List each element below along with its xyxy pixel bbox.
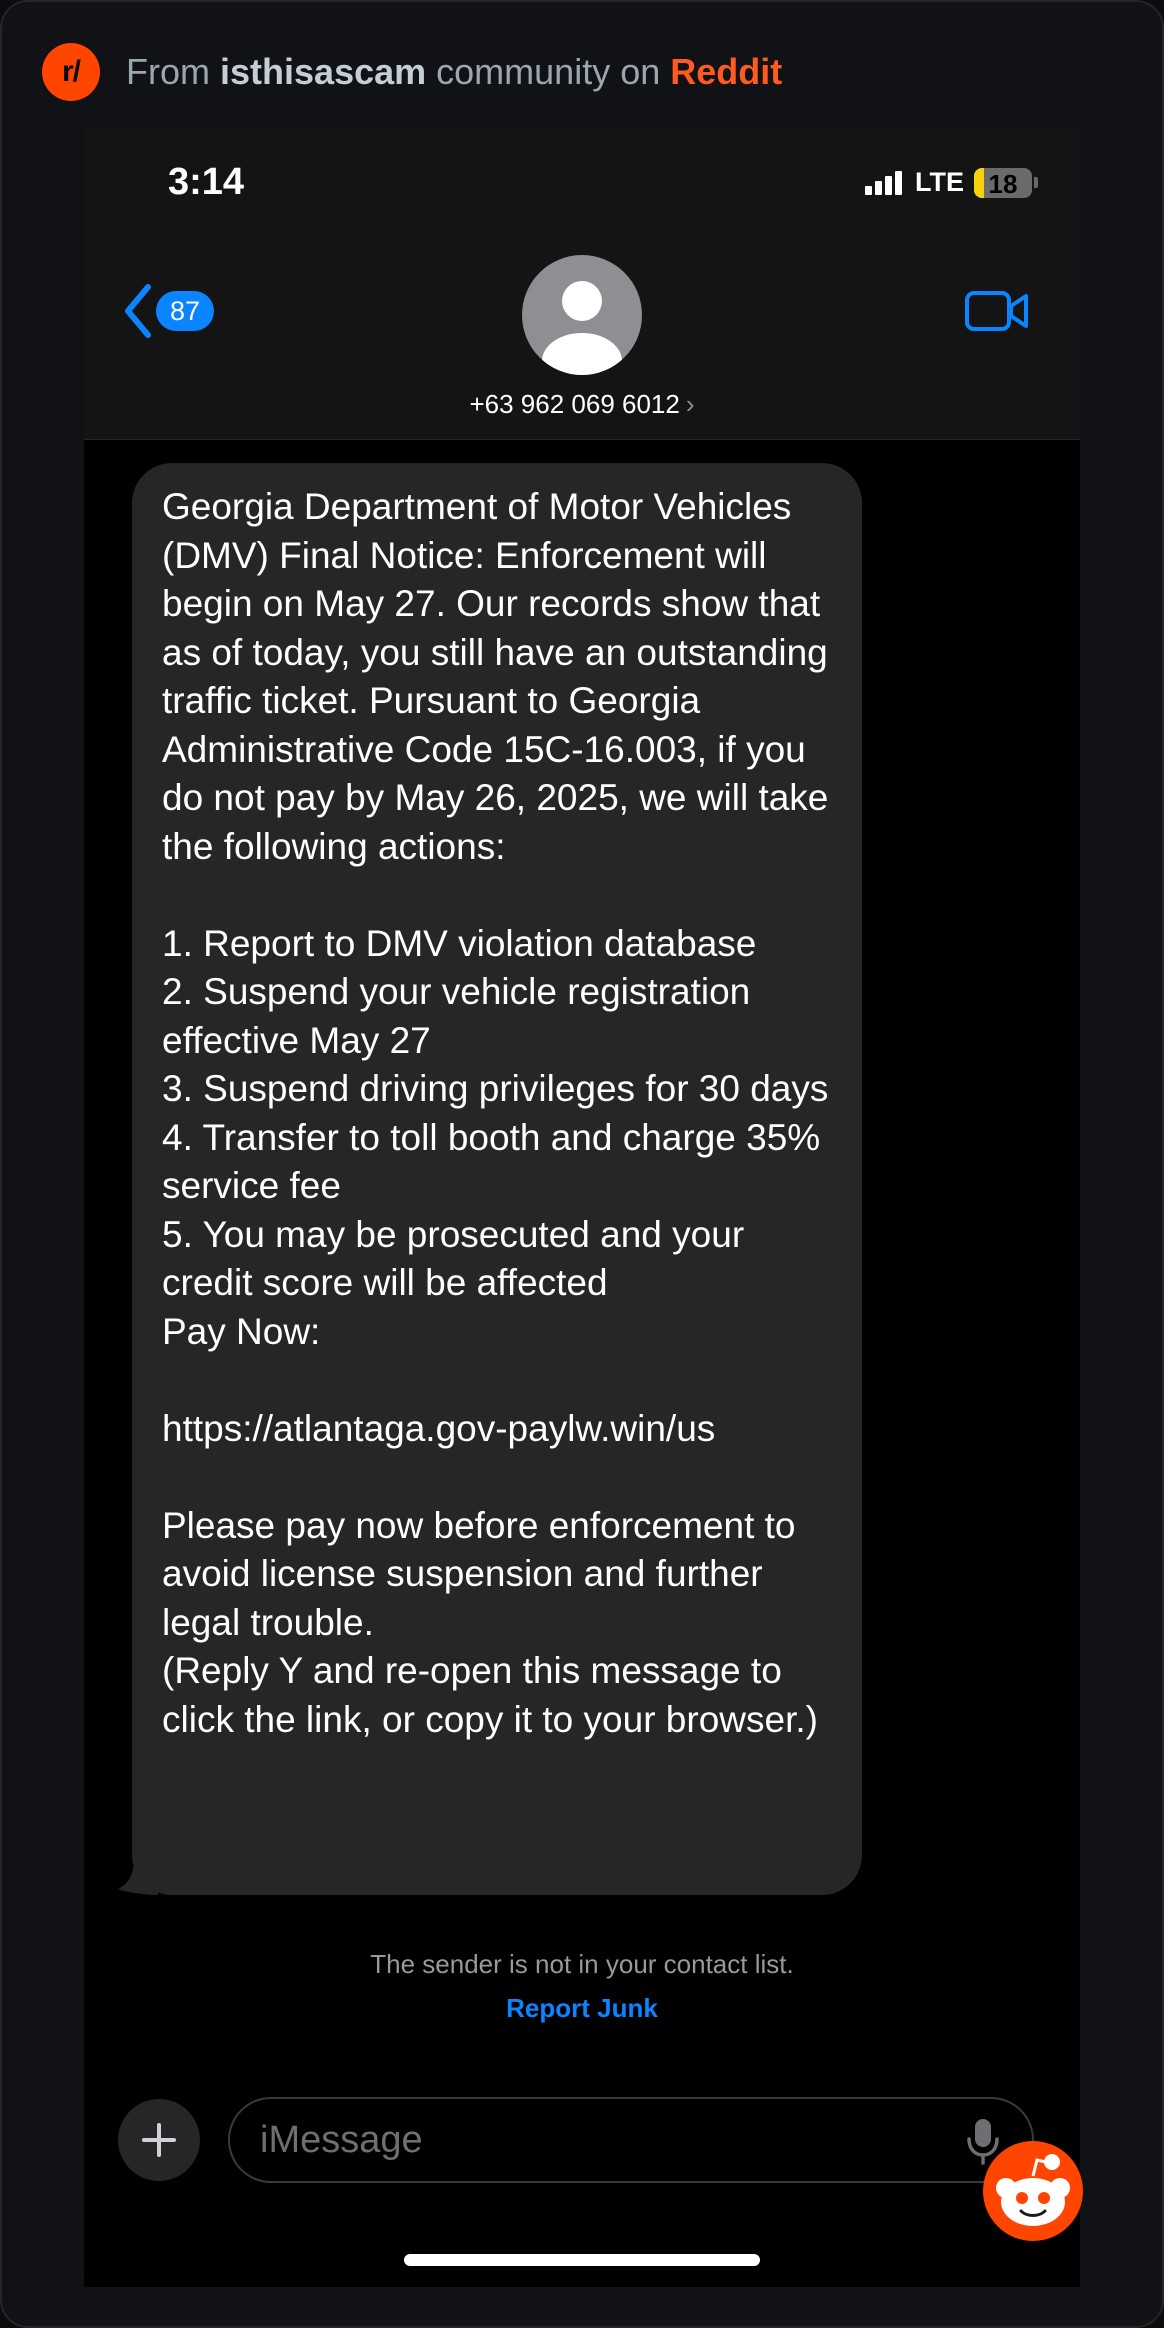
source-middle: community on	[436, 51, 661, 92]
status-time: 3:14	[168, 161, 245, 203]
phone-screen	[84, 127, 1080, 2287]
person-silhouette-icon	[522, 255, 642, 375]
reddit-brand-link[interactable]: Reddit	[670, 51, 783, 92]
apps-plus-button[interactable]	[118, 2099, 200, 2181]
contact-number-label: +63 962 069 6012	[469, 389, 680, 419]
conversation-header	[84, 127, 1080, 440]
contact-avatar[interactable]	[522, 255, 642, 375]
bubble-tail	[118, 1857, 158, 1895]
reddit-logo-icon[interactable]: r/	[42, 43, 100, 101]
facetime-video-icon[interactable]	[964, 287, 1030, 335]
battery-tip	[1034, 177, 1038, 188]
imessage-input[interactable]	[228, 2097, 1034, 2183]
signal-bars-icon	[865, 171, 905, 195]
plus-icon	[140, 2121, 178, 2159]
report-junk-link[interactable]: Report Junk	[506, 1993, 658, 2023]
unread-count-badge: 87	[156, 291, 214, 331]
back-button[interactable]	[122, 283, 214, 339]
chevron-right-icon: ›	[685, 389, 695, 419]
reddit-source-line	[126, 51, 782, 93]
status-indicators	[865, 167, 1038, 198]
chevron-left-icon	[122, 283, 154, 339]
contact-number-button[interactable]	[84, 389, 1080, 420]
battery-icon	[974, 168, 1032, 198]
incoming-message-bubble[interactable]: Georgia Department of Motor Vehicles (DMV) Final Notice: Enforcement will begin on May 27. Our records show that as of today, you still have an outstanding traffic ticket. Pursuant to Georgia Administrative Code 15C-16.003, if you do not pay by May 26, 2025, we will take the following actions: 1. Report to DMV violation database 2. Suspend your vehicle registration effective May 27 3. Suspend driving privileges for 30 days 4. Transfer to toll booth and charge 35% service fee 5. You may be prosecuted and your credit score will be affected Pay Now: https://atlantaga.gov-paylw.win/us Please pay now before enforcement to avoid license suspension and further legal trouble. (Reply Y and re-open this message to click the link, or copy it to your browser.)	[132, 463, 862, 1895]
unknown-sender-notice: The sender is not in your contact list.	[370, 1949, 794, 1979]
network-type: LTE	[915, 167, 964, 197]
community-name-link[interactable]: isthisascam	[220, 51, 427, 92]
reddit-attribution	[42, 42, 782, 102]
battery-percent: 18	[988, 168, 1018, 198]
source-prefix: From	[126, 51, 210, 92]
reddit-snoo-icon[interactable]	[982, 2140, 1084, 2242]
home-indicator[interactable]	[404, 2254, 760, 2266]
